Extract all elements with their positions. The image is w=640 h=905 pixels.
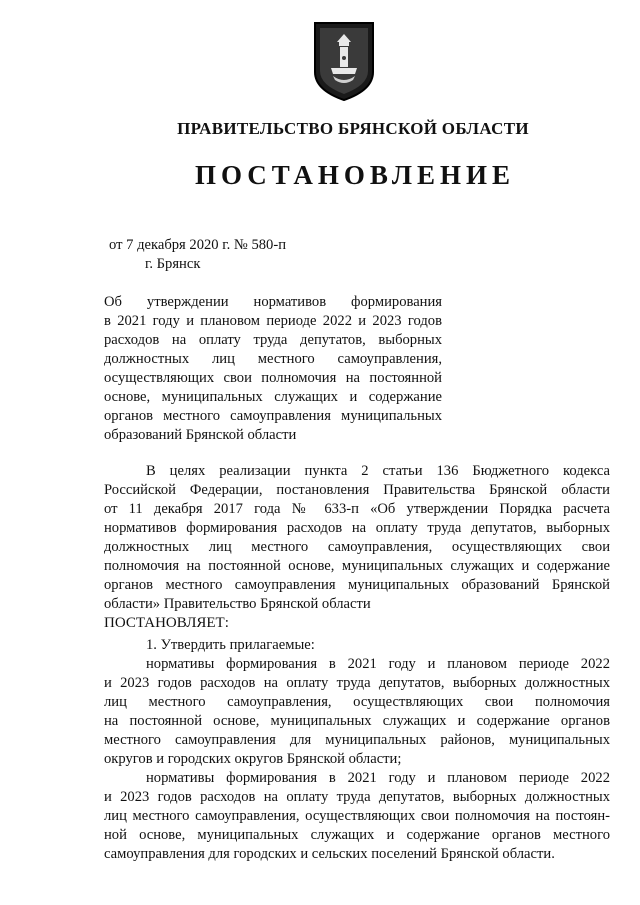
preamble-line: должностных лиц местного самоуправления, осуществляющих свои xyxy=(104,539,610,555)
bryansk-coat-of-arms-icon xyxy=(311,20,377,102)
title-line: органов местного самоуправления муниципальных xyxy=(104,408,442,424)
item-line: самоуправления для городских и сельских поселений Брянской области. xyxy=(104,846,555,862)
item-line: лиц местного самоуправления, осуществляющих свои полномочия на постоян- xyxy=(104,808,610,824)
title-line: основе, муниципальных служащих и содержание xyxy=(104,389,442,405)
item-line: округов и городских округов Брянской области; xyxy=(104,751,402,767)
government-name: ПРАВИТЕЛЬСТВО БРЯНСКОЙ ОБЛАСТИ xyxy=(177,119,529,138)
item-1-normatives-settlements xyxy=(104,769,610,864)
preamble-line: полномочия на постоянной основе, муниципальных служащих и содержание xyxy=(104,558,610,574)
item-line: лиц местного самоуправления, осуществляющих свои полномочия xyxy=(104,694,610,710)
item-1-heading: 1. Утвердить прилагаемые: xyxy=(146,637,315,653)
document-title xyxy=(104,293,442,445)
preamble-line: Российской Федерации, постановления Правительства Брянской области xyxy=(104,482,610,498)
title-line: в 2021 году и плановом периоде 2022 и 2023 годов xyxy=(104,313,442,329)
title-line: образований Брянской области xyxy=(104,427,297,443)
preamble-line: области» Правительство Брянской области xyxy=(104,596,371,612)
preamble-line: В целях реализации пункта 2 статьи 136 Бюджетного кодекса xyxy=(146,463,610,479)
item-1-normatives-districts xyxy=(104,655,610,769)
document-type: ПОСТАНОВЛЕНИЕ xyxy=(194,160,516,190)
item-line: на постоянной основе, муниципальных служащих и содержание органов xyxy=(104,713,610,729)
title-line: расходов на оплату труда депутатов, выборных xyxy=(104,332,442,348)
city: г. Брянск xyxy=(145,256,201,272)
item-line: нормативы формирования в 2021 году и плановом периоде 2022 xyxy=(146,770,610,786)
title-line: осуществляющих свои полномочия на постоянной xyxy=(104,370,442,386)
item-line: ной основе, муниципальных служащих и содержание органов местного xyxy=(104,827,610,843)
preamble xyxy=(104,462,610,633)
item-line: местного самоуправления для муниципальных районов, муниципальных xyxy=(104,732,610,748)
preamble-line: органов местного самоуправления муниципальных образований Брянской xyxy=(104,577,610,593)
title-line: должностных лиц местного самоуправления, xyxy=(104,351,442,367)
item-line: нормативы формирования в 2021 году и плановом периоде 2022 xyxy=(146,656,610,672)
title-line: Об утверждении нормативов формирования xyxy=(104,294,442,310)
date-number: от 7 декабря 2020 г. № 580-п xyxy=(109,237,287,253)
item-line: и 2023 годов расходов на оплату труда депутатов, выборных должностных xyxy=(104,675,610,691)
item-line: и 2023 годов расходов на оплату труда депутатов, выборных должностных xyxy=(104,789,610,805)
preamble-line: нормативов формирования расходов на оплату труда депутатов, выборных xyxy=(104,520,610,536)
preamble-line: от 11 декабря 2017 года № 633-п «Об утверждении Порядка расчета xyxy=(104,501,610,517)
resolves-word: ПОСТАНОВЛЯЕТ: xyxy=(104,615,229,631)
